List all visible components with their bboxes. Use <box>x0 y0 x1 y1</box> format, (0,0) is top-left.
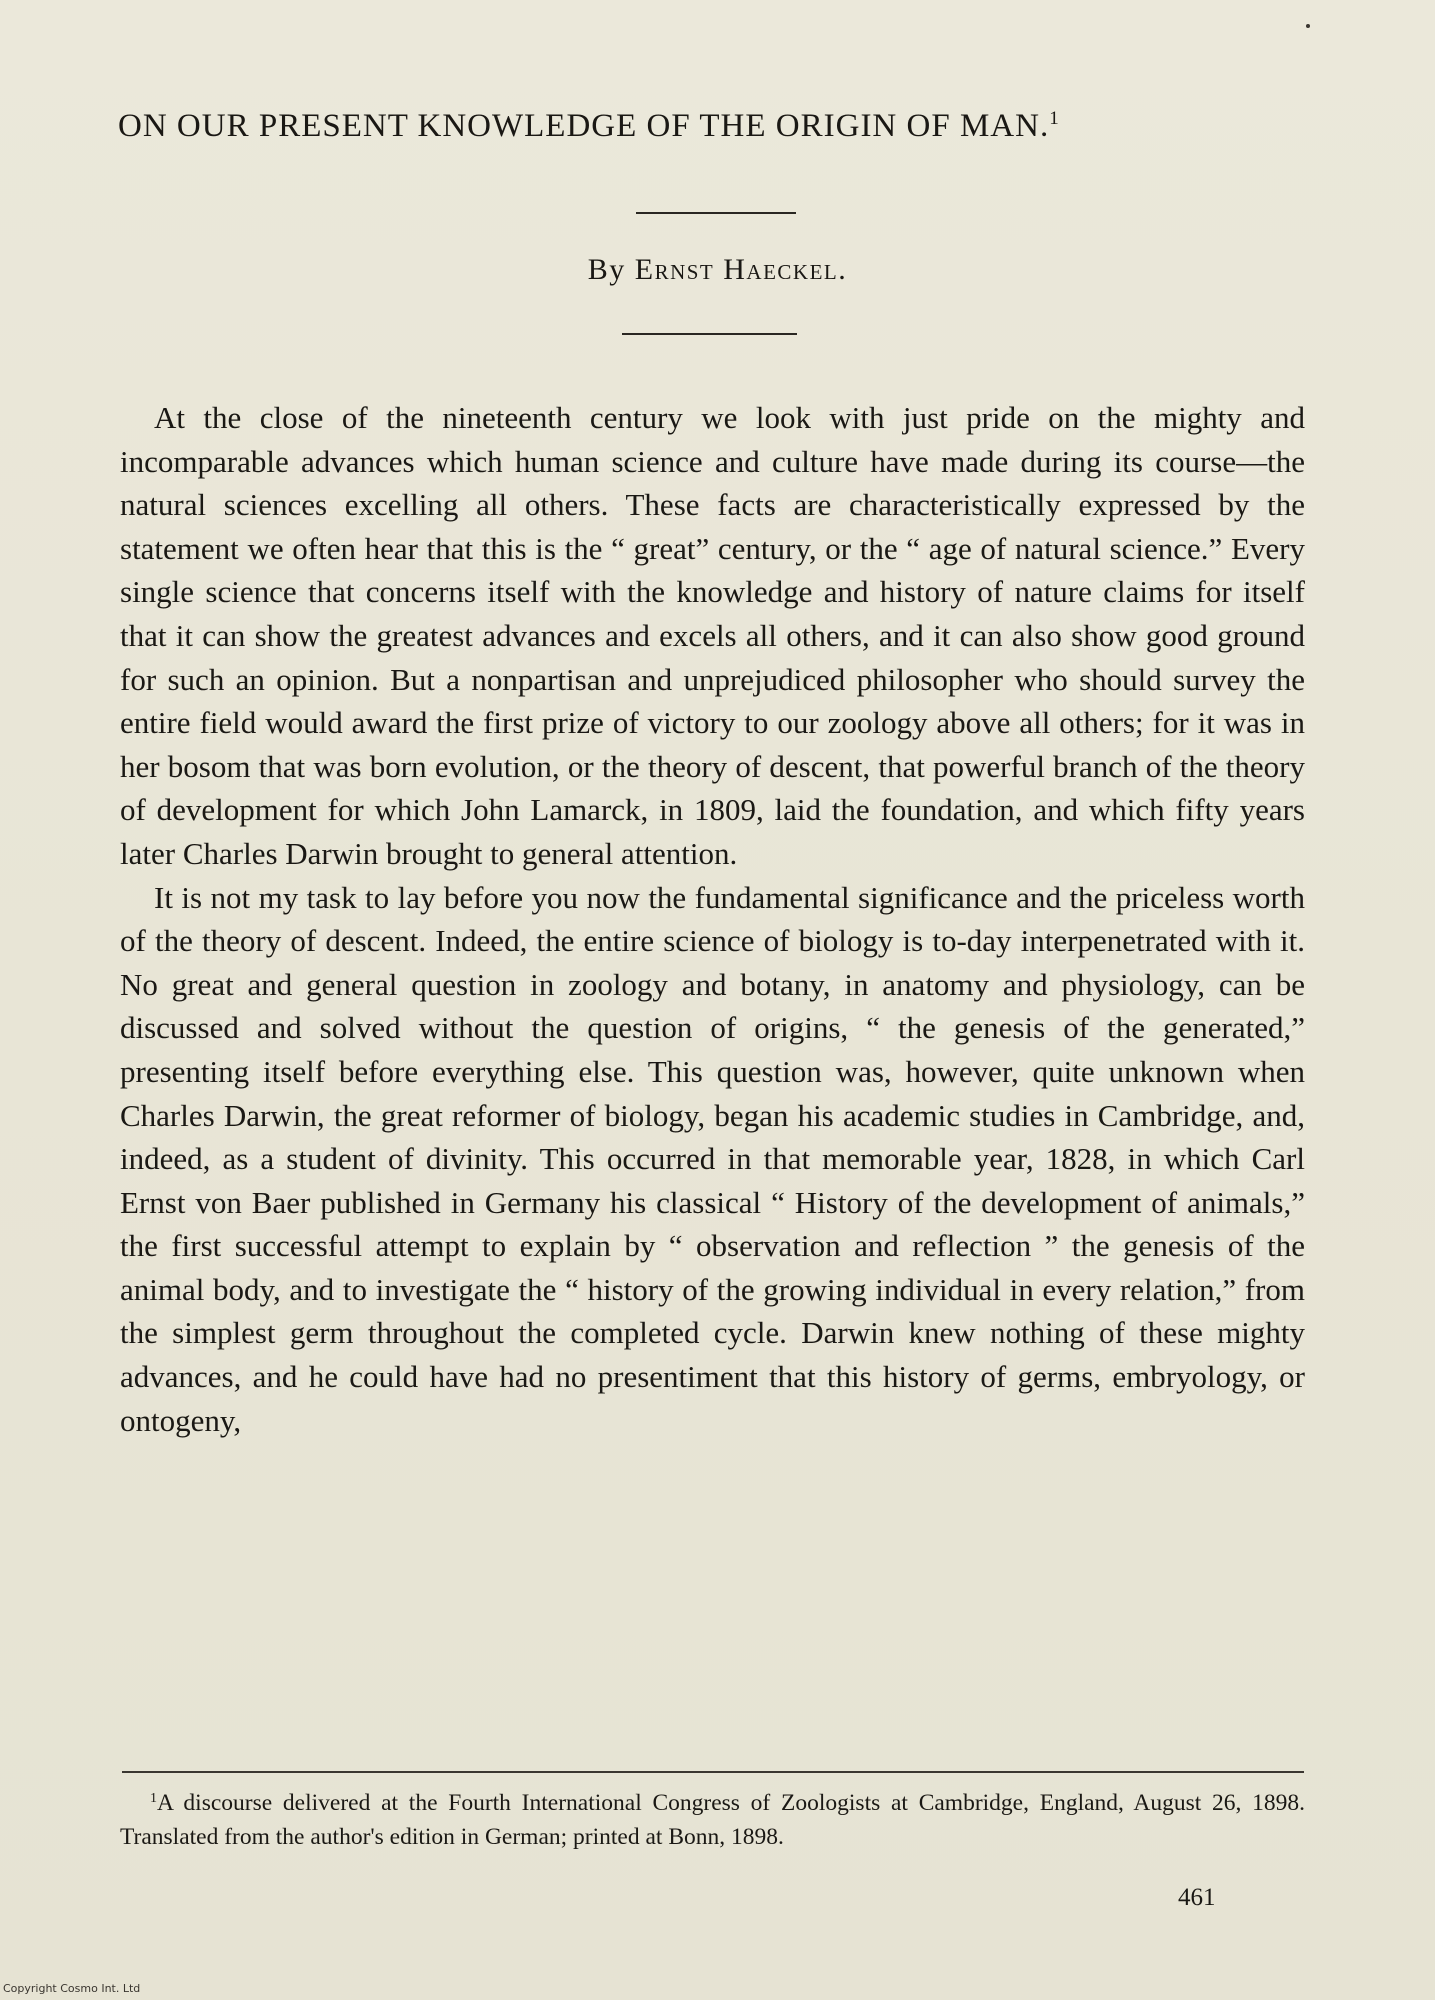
page-number: 461 <box>1178 1884 1216 1911</box>
byline-divider <box>622 333 797 335</box>
title-divider <box>636 212 796 214</box>
paragraph: It is not my task to lay before you now the fundamental significance and the priceless worth of the theory of descent. Indeed, the entire science of biology is to-day interpenetrated with it. No great and general question in zoology and botany, in anatomy and physiology, can be discussed and solved without the question of origins, “ the genesis of the generated,” presenting itself before everything else. This question was, however, quite unknown when Charles Darwin, the great reformer of biology, began his academic studies in Cambridge, and, indeed, as a student of divinity. This occurred in that memorable year, 1828, in which Carl Ernst von Baer published in Germany his classical “ History of the development of animals,” the first successful attempt to explain by “ observation and reflection ” the genesis of the animal body, and to investigate the “ history of the growing individual in every relation,” from the simplest germ throughout the completed cycle. Darwin knew nothing of these mighty advances, and he could have had no presentiment that this history of germs, embryology, or ontogeny, <box>120 879 1305 1438</box>
footnote <box>120 1782 1305 1854</box>
byline <box>0 253 1435 287</box>
title-footnote-marker: 1 <box>1049 108 1060 129</box>
footnote-marker: 1 <box>150 1791 157 1806</box>
article-title <box>118 108 1318 145</box>
copyright-notice: Copyright Cosmo Int. Ltd <box>3 1982 141 1995</box>
footnote-text: A discourse delivered at the Fourth International Congress of Zoologists at Cambridge, England, August 26, 1898. Translated from the author's edition in German; printed at Bonn, 1898. <box>120 1790 1305 1850</box>
paragraph: At the close of the nineteenth century we look with just pride on the mighty and incomparable advances which human science and culture have made during its course—the natural sciences excelling all others. These facts are characteristically expressed by the statement we often hear that this is the “ great” century, or the “ age of natural science.” Every single science that concerns itself with the knowledge and history of nature claims for itself that it can show the greatest advances and excels all others, and it can also show good ground for such an opinion. But a nonpartisan and unprejudiced philosopher who should survey the entire field would award the first prize of victory to our zoology above all others; for it was in her bosom that was born evolution, or the theory of descent, that powerful branch of the theory of development for which John Lamarck, in 1809, laid the foundation, and which fifty years later Charles Darwin brought to general attention. <box>120 400 1305 871</box>
footnote-divider <box>122 1771 1304 1773</box>
article-title-text: ON OUR PRESENT KNOWLEDGE OF THE ORIGIN OF MAN. <box>118 108 1050 144</box>
author-name: Ernst Haeckel. <box>634 253 848 286</box>
print-speck <box>1306 24 1310 28</box>
byline-prefix: By <box>587 253 626 286</box>
article-body <box>120 396 1305 1442</box>
